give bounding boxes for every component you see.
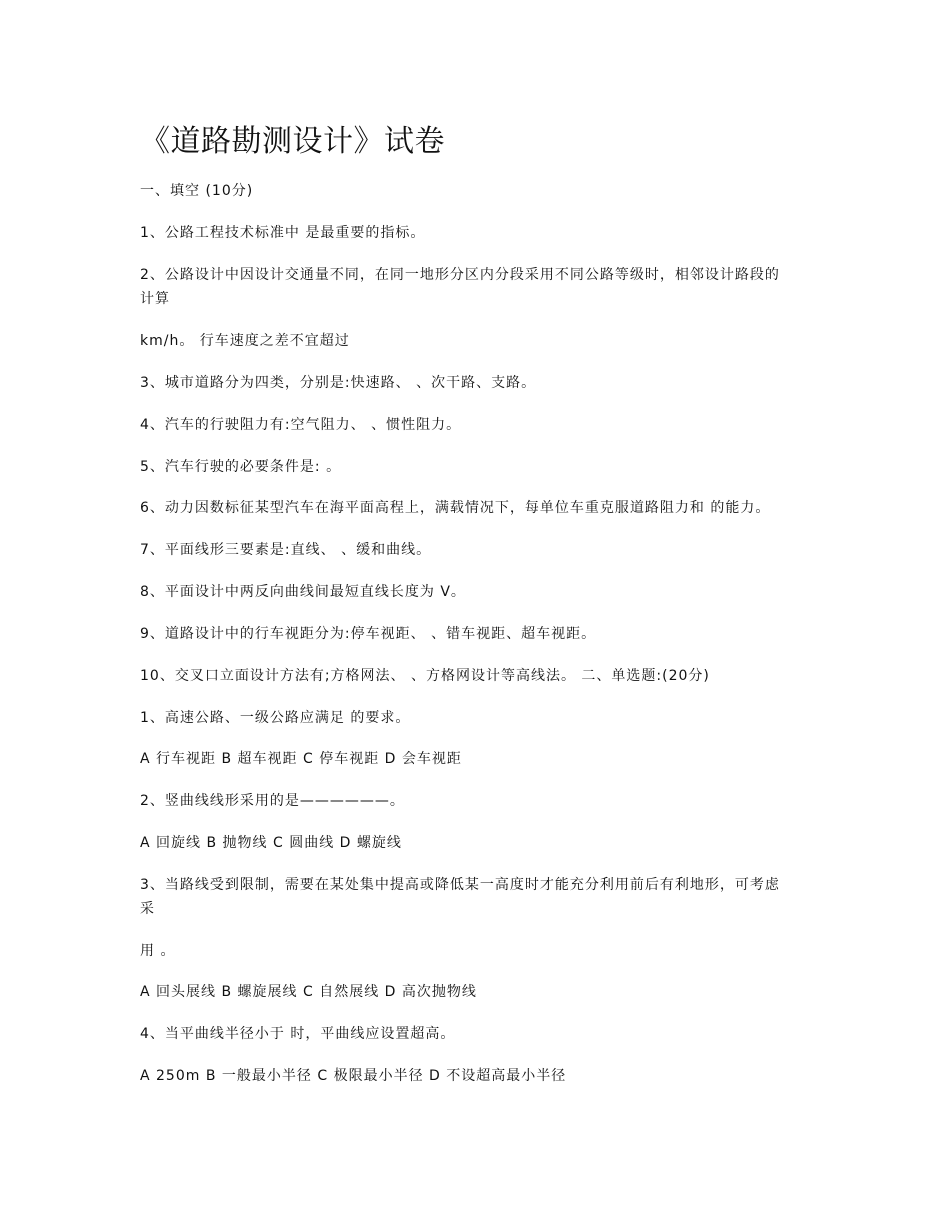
question-line-continuation: 计算: [140, 291, 170, 307]
document-title: 《道路勘测设计》试卷: [140, 124, 445, 159]
answer-options: A 回头展线 B 螺旋展线 C 自然展线 D 高次抛物线: [140, 984, 477, 1000]
question-line: 7、平面线形三要素是:直线、 、缓和曲线。: [140, 542, 432, 558]
question-line: 5、汽车行驶的必要条件是: 。: [140, 459, 342, 475]
question-line-continuation: 用 。: [140, 943, 176, 959]
answer-options: A 回旋线 B 抛物线 C 圆曲线 D 螺旋线: [140, 835, 402, 851]
question-line: 1、公路工程技术标准中 是最重要的指标。: [140, 225, 426, 241]
question-line: 8、平面设计中两反向曲线间最短直线长度为 V。: [140, 584, 466, 600]
question-line: 2、公路设计中因设计交通量不同，在同一地形分区内分段采用不同公路等级时，相邻设计路段的: [140, 267, 780, 283]
question-line-continuation: km/h。 行车速度之差不宜超过: [140, 333, 350, 349]
section-heading-fill-in: 一、填空 (10分): [140, 183, 254, 199]
question-line: 6、动力因数标征某型汽车在海平面高程上，满载情况下，每单位车重克服道路阻力和 的能力。: [140, 500, 771, 516]
question-line: 2、竖曲线线形采用的是——————。: [140, 793, 405, 809]
question-line: 10、交叉口立面设计方法有;方格网法、 、方格网设计等高线法。 二、单选题:(20分): [140, 668, 710, 684]
question-line: 4、当平曲线半径小于 时，平曲线应设置超高。: [140, 1026, 456, 1042]
answer-options: A 行车视距 B 超车视距 C 停车视距 D 会车视距: [140, 751, 462, 767]
question-line: 3、当路线受到限制，需要在某处集中提高或降低某一高度时才能充分利用前后有利地形，可考虑: [140, 877, 780, 893]
question-line: 4、汽车的行驶阻力有:空气阻力、 、惯性阻力。: [140, 417, 462, 433]
question-line: 9、道路设计中的行车视距分为:停车视距、 、错车视距、超车视距。: [140, 626, 597, 642]
answer-options: A 250m B 一般最小半径 C 极限最小半径 D 不设超高最小半径: [140, 1068, 567, 1084]
question-line-continuation: 采: [140, 901, 155, 917]
question-line: 3、城市道路分为四类，分别是:快速路、 、次干路、支路。: [140, 375, 537, 391]
question-line: 1、高速公路、一级公路应满足 的要求。: [140, 710, 411, 726]
